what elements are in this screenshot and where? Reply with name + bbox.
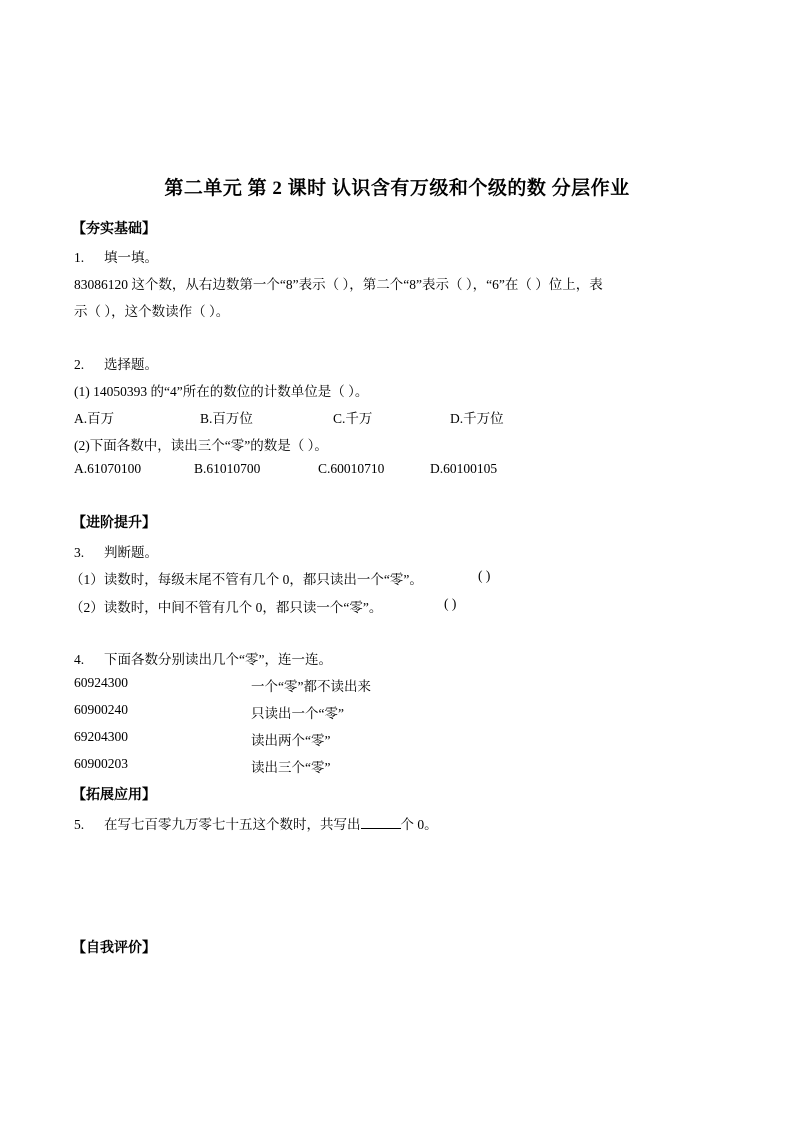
q2-sub1-option-d: D.千万位 <box>450 411 504 426</box>
q4-left-1: 60924300 <box>74 675 128 690</box>
q1-title: 填一填。 <box>104 250 158 265</box>
q1-line-1: 83086120 这个数，从右边数第一个“8”表示（ ），第二个“8”表示（ ），“6”在（ ）位上，表 <box>74 277 603 292</box>
q2-heading <box>74 353 158 373</box>
q2-sub1-option-c: C.千万 <box>333 411 373 426</box>
q1-heading <box>74 246 158 266</box>
q2-number: 2. <box>74 357 85 372</box>
q4-right-1: 一个“零”都不读出来 <box>251 679 371 694</box>
q2-sub-2: (2)下面各数中，读出三个“零”的数是（ ）。 <box>74 438 328 453</box>
q4-right-3: 读出两个“零” <box>251 733 331 748</box>
q5-text-before: 在写七百零九万零七十五这个数时，共写出 <box>104 817 361 832</box>
q3-title: 判断题。 <box>104 545 158 560</box>
q4-title: 下面各数分别读出几个“零”，连一连。 <box>104 652 332 667</box>
page-title: 第二单元 第 2 课时 认识含有万级和个级的数 分层作业 <box>164 178 630 199</box>
q5-answer-blank[interactable] <box>361 816 401 829</box>
q2-sub2-option-c: C.60010710 <box>318 461 385 476</box>
q1-number: 1. <box>74 250 85 265</box>
section-heading-self: 【自我评价】 <box>72 941 156 956</box>
q3-number: 3. <box>74 545 85 560</box>
q4-right-2: 只读出一个“零” <box>251 706 344 721</box>
q5-text-after: 个 0。 <box>400 817 438 832</box>
q1-line-2: 示（ ），这个数读作（ ）。 <box>74 304 230 319</box>
section-heading-basic: 【夯实基础】 <box>72 222 156 237</box>
q4-left-3: 69204300 <box>74 729 128 744</box>
q3-item-2-answer: ( ) <box>444 596 457 611</box>
q5-number: 5. <box>74 817 85 832</box>
q2-sub2-option-a: A.61070100 <box>74 461 142 476</box>
q2-title: 选择题。 <box>104 357 158 372</box>
q2-sub1-option-b: B.百万位 <box>200 411 253 426</box>
section-heading-extend: 【拓展应用】 <box>72 788 156 803</box>
q3-item-2: （2）读数时，中间不管有几个 0，都只读一个“零”。 <box>70 600 383 615</box>
q4-heading <box>74 648 332 668</box>
q5-line <box>74 813 438 833</box>
q3-heading <box>74 541 158 561</box>
q2-sub2-option-d: D.60100105 <box>430 461 498 476</box>
q3-item-1: （1）读数时，每级末尾不管有几个 0，都只读出一个“零”。 <box>70 572 423 587</box>
q4-number: 4. <box>74 652 85 667</box>
q2-sub1-option-a: A.百万 <box>74 411 115 426</box>
q4-left-4: 60900203 <box>74 756 128 771</box>
q4-right-4: 读出三个“零” <box>251 760 331 775</box>
q3-item-1-answer: ( ) <box>478 568 491 583</box>
q4-left-2: 60900240 <box>74 702 128 717</box>
section-heading-advanced: 【进阶提升】 <box>72 516 156 531</box>
q2-sub2-option-b: B.61010700 <box>194 461 261 476</box>
q2-sub-1: (1) 14050393 的“4”所在的数位的计数单位是（ ）。 <box>74 384 369 399</box>
